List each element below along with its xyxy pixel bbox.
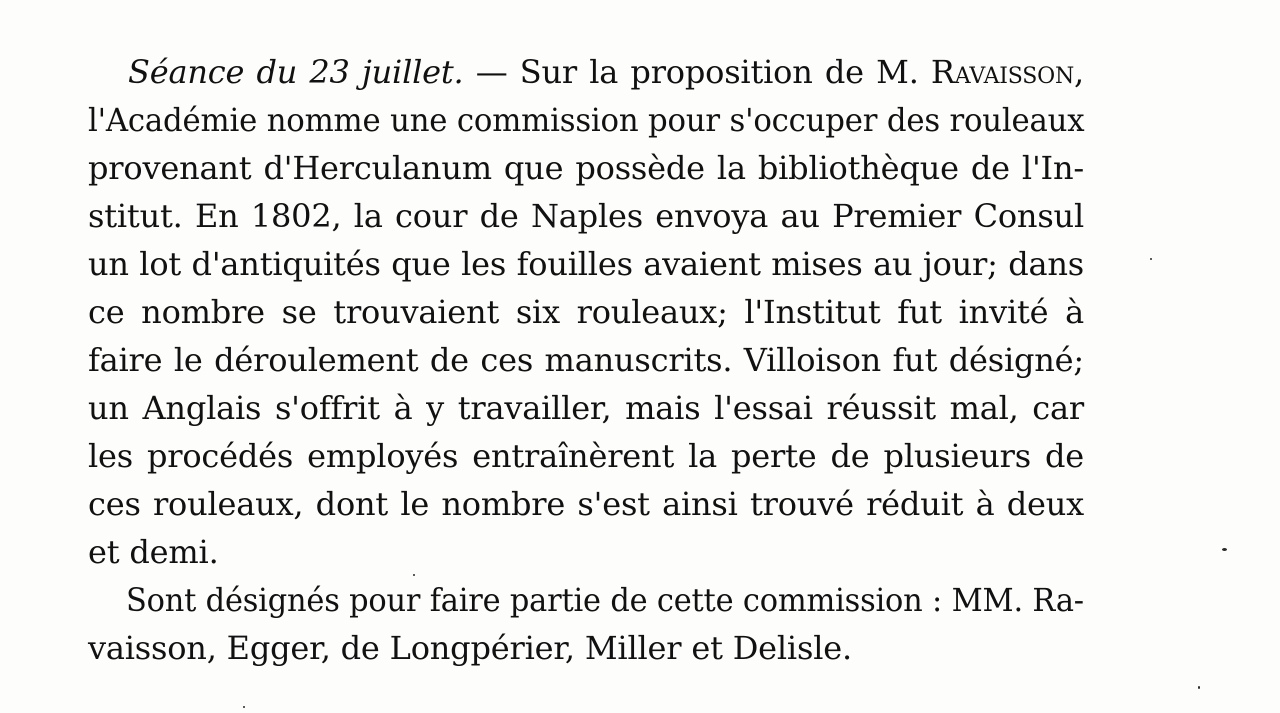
text-line: ce nombre se trouvaient six rouleaux; l'Institut fut invité à — [88, 293, 1084, 331]
text-line: et demi. — [88, 533, 219, 571]
text-line: faire le déroulement de ces manuscrits. Villoison fut désigné; — [88, 341, 1084, 379]
text-line: un lot d'antiquités que les fouilles avaient mises au jour; dans — [88, 245, 1084, 283]
text-line: l'Académie nomme une commission pour s'occuper des rouleaux — [88, 101, 1085, 139]
session-label: Séance du 23 juillet. — [128, 53, 464, 91]
text-line: un Anglais s'offrit à y travailler, mais l'essai réussit mal, car — [88, 389, 1084, 427]
text-line: ces rouleaux, dont le nombre s'est ainsi trouvé réduit à deux — [88, 485, 1084, 523]
scan-speck — [413, 574, 415, 576]
line-text: — Sur la proposition de M. — [463, 53, 931, 91]
document-text — [88, 48, 1084, 672]
scan-speck — [1222, 548, 1227, 551]
text-line — [88, 48, 1084, 96]
scan-speck — [243, 706, 245, 708]
text-line: provenant d'Herculanum que possède la bibliothèque de l'In- — [88, 149, 1084, 187]
text-line: vaisson, Egger, de Longpérier, Miller et Delisle. — [88, 629, 852, 667]
text-line: les procédés employés entraînèrent la perte de plusieurs de — [88, 437, 1084, 475]
scan-speck — [1198, 686, 1200, 689]
line-punctuation: , — [1074, 53, 1084, 91]
person-name: Ravaisson — [930, 53, 1075, 91]
text-line: Sont désignés pour faire partie de cette commission : MM. Ra- — [126, 581, 1084, 619]
scan-speck — [1150, 258, 1152, 260]
text-line: stitut. En 1802, la cour de Naples envoya au Premier Consul — [88, 197, 1084, 235]
